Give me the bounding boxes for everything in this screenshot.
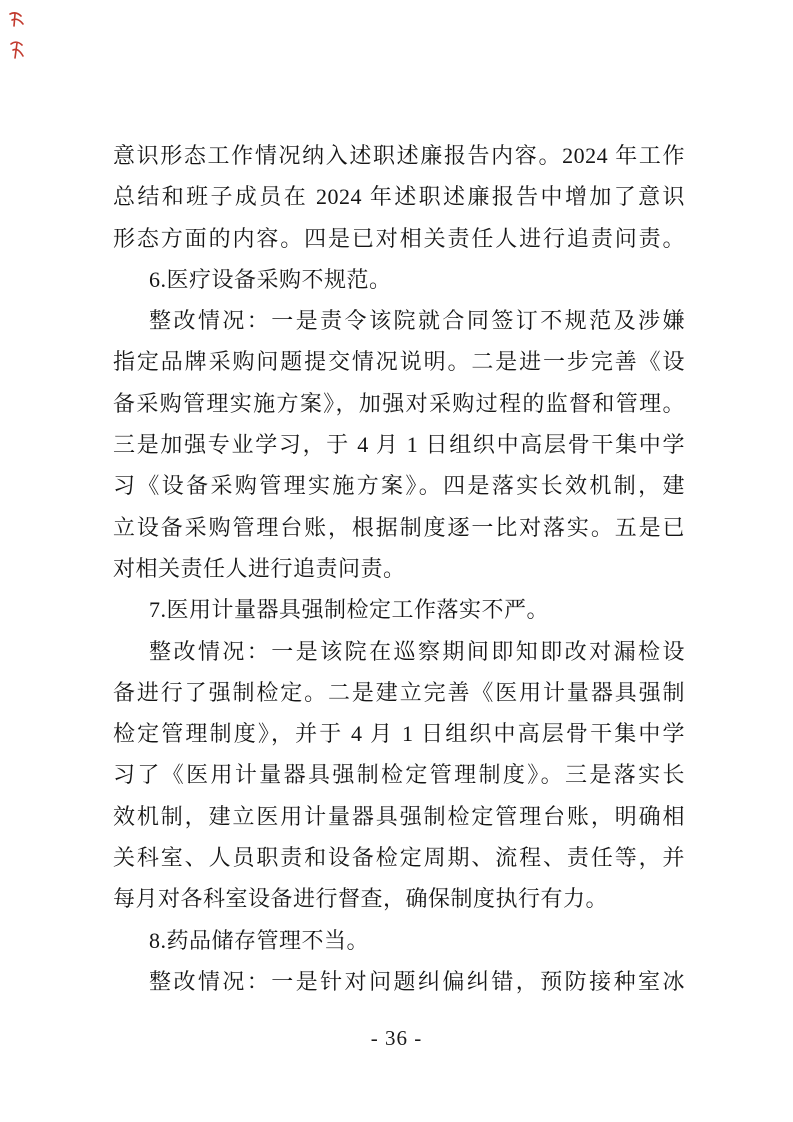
text-line: 形态方面的内容。四是已对相关责任人进行追责问责。 xyxy=(113,225,685,251)
text-line: 意识形态工作情况纳入述职述廉报告内容。2024 年工作 xyxy=(113,143,685,168)
text-line: 关科室、人员职责和设备检定周期、流程、责任等，并 xyxy=(113,845,685,871)
page-number: - 36 - xyxy=(370,1026,423,1050)
text-line: 整改情况：一是责令该院就合同签订不规范及涉嫌 xyxy=(149,308,685,334)
red-annotation-marks-icon xyxy=(5,8,31,68)
text-line: 检定管理制度》，并于 4 月 1 日组织中高层骨干集中学 xyxy=(113,721,685,747)
text-line: 对相关责任人进行追责问责。 xyxy=(113,555,406,581)
text-line: 每月对各科室设备进行督查，确保制度执行有力。 xyxy=(113,886,609,912)
text-line: 习《设备采购管理实施方案》。四是落实长效机制，建 xyxy=(113,473,685,499)
text-line: 6.医疗设备采购不规范。 xyxy=(149,266,392,292)
text-line: 备进行了强制检定。二是建立完善《医用计量器具强制 xyxy=(113,679,685,705)
text-line: 立设备采购管理台账，根据制度逐一比对落实。五是已 xyxy=(113,514,685,540)
text-line: 7.医用计量器具强制检定工作落实不严。 xyxy=(149,597,550,623)
text-line: 三是加强专业学习，于 4 月 1 日组织中高层骨干集中学 xyxy=(113,432,685,458)
text-line: 整改情况：一是针对问题纠偏纠错，预防接种室冰 xyxy=(149,968,685,994)
text-block xyxy=(113,135,685,1002)
text-line: 习了《医用计量器具强制检定管理制度》。三是落实长 xyxy=(113,762,685,788)
text-line: 指定品牌采购问题提交情况说明。二是进一步完善《设 xyxy=(113,349,685,375)
text-line: 整改情况：一是该院在巡察期间即知即改对漏检设 xyxy=(149,638,685,664)
text-line: 总结和班子成员在 2024 年述职述廉报告中增加了意识 xyxy=(113,184,685,210)
text-line: 8.药品储存管理不当。 xyxy=(149,927,370,953)
text-line: 备采购管理实施方案》，加强对采购过程的监督和管理。 xyxy=(113,390,685,416)
text-line: 效机制，建立医用计量器具强制检定管理台账，明确相 xyxy=(113,803,685,829)
